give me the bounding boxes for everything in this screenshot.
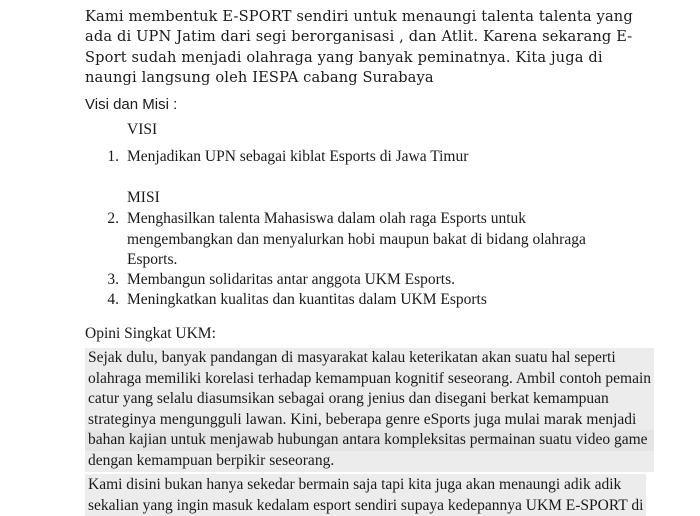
list-number: 2. (107, 210, 119, 227)
list-item-text: Menjadikan UPN sebagai kiblat Esports di Jawa Timur (127, 148, 469, 165)
intro-line: Sport sudah menjadi olahraga yang banyak peminatnya. Kita juga di (85, 48, 603, 66)
paragraph-line: olahraga memiliki korelasi terhadap kemampuan kognitif seseorang. Ambil contoh pemain (88, 369, 652, 387)
list-number: 3. (107, 271, 119, 288)
visi-label: VISI (127, 121, 158, 138)
paragraph-line: dengan kemampuan berpikir seseorang. (88, 451, 335, 469)
opini-paragraph-1 (85, 348, 654, 472)
opini-paragraph-2 (85, 474, 646, 516)
list-number: 1. (107, 148, 119, 165)
intro-line: ada di UPN Jatim dari segi berorganisasi , dan Atlit. Karena sekarang E- (85, 28, 633, 46)
paragraph-line: bahan kajian untuk menjawab hubungan antara kompleksitas permainan suatu video game (85, 430, 654, 451)
paragraph-line: Kami disini bukan hanya sekedar bermain saja tapi kita juga akan menaungi adik adik (88, 476, 622, 493)
list-item-text: Esports. (127, 251, 178, 268)
list-item-text: Meningkatkan kualitas dan kuantitas dalam UKM Esports (127, 291, 487, 308)
paragraph-line: strateginya mengungguli lawan. Kini, beberapa genre eSports juga mulai marak menjadi (88, 410, 637, 428)
intro-line: Kami membentuk E-SPORT sendiri untuk menaungi talenta talenta yang (85, 8, 633, 25)
list-item-text: mengembangkan dan menyalurkan hobi maupun bakat di bidang olahraga (127, 231, 586, 248)
paragraph-line: sekalian yang ingin masuk kedalam esport sendiri supaya kedepannya UKM E-SPORT di (88, 497, 644, 514)
list-number: 4. (107, 291, 119, 308)
intro-line: naungi langsung oleh IESPA cabang Surabaya (85, 68, 434, 86)
paragraph-line: catur yang selalu diasumsikan sebagai orang jenius dan disegani berkat kemampuan (88, 390, 609, 408)
opini-heading: Opini Singkat UKM: (85, 325, 216, 342)
list-item-text: Membangun solidaritas antar anggota UKM Esports. (127, 271, 456, 288)
visi-misi-heading: Visi dan Misi : (85, 96, 178, 113)
paragraph-line: Sejak dulu, banyak pandangan di masyarakat kalau keterikatan akan suatu hal seperti (88, 349, 616, 366)
list-item-text: Menghasilkan talenta Mahasiswa dalam olah raga Esports untuk (127, 210, 527, 227)
intro-paragraph (85, 7, 633, 88)
misi-label: MISI (127, 189, 160, 206)
